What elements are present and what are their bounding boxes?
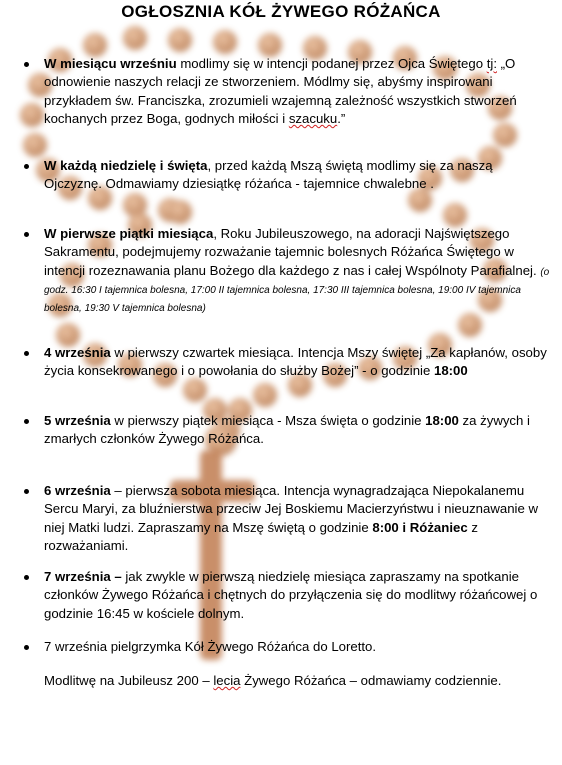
list-item: W miesiącu wrześniu modlimy się w intencji podanej przez Ojca Świętego tj: „O odnowienie naszych relacji ze stworzeniem. Módlmy się, abyśmy inspirowani przykładem św. Franciszka, zrozumieli wzajemną zależność wszystkich stworzeń kochanych przez Boga, godnych miłości i szacuku.” <box>44 55 552 128</box>
list-item: 7 września pielgrzymka Kół Żywego Różańca do Loretto. <box>44 638 552 656</box>
bullet <box>24 575 29 580</box>
rosary-bead <box>20 103 44 127</box>
rosary-bead <box>123 26 147 50</box>
page-title: OGŁOSZNIA KÓŁ ŻYWEGO RÓŻAŃCA <box>121 2 441 21</box>
bullet <box>24 489 29 494</box>
rosary-bead <box>458 313 482 337</box>
rosary-bead <box>123 193 147 217</box>
rosary-bead <box>258 33 282 57</box>
closing-text: Modlitwę na Jubileusz 200 – lecia Żywego Różańca – odmawiamy codziennie. <box>44 673 502 688</box>
list-item: 7 września – jak zwykle w pierwszą niedzielę miesiąca zapraszamy na spotkanie członków Żywego Różańca i chętnych do przyłączenia się do modlitwy różańcowej o godzinie 16:45 w kościele dolnym. <box>44 568 552 623</box>
rosary-bead <box>168 200 192 224</box>
bullet <box>24 419 29 424</box>
bullet <box>24 164 29 169</box>
list-item: W każdą niedzielę i święta, przed każdą Mszą świętą modlimy się za naszą Ojczyznę. Odmawiamy dziesiątkę różańca - tajemnice chwalebne . <box>44 157 552 194</box>
rosary-bead <box>168 28 192 52</box>
rosary-bead <box>183 378 207 402</box>
bullet <box>24 351 29 356</box>
list-item: W pierwsze piątki miesiąca, Roku Jubileuszowego, na adoracji Najświętszego Sakramentu, podejmujemy rozważanie tajemnic bolesnych Różańca Świętego w intencji rozeznawania planu Bożego dla każdego z nas i całej Wspólnoty Parafialnej. (o godz. 16:30 I tajemnica bolesna, 17:00 II tajemnica bolesna, 17:30 III tajemnica bolesna, 19:00 IV tajemnica bolesna, 19:30 V tajemnica bolesna) <box>44 225 552 316</box>
rosary-bead <box>213 30 237 54</box>
bullet <box>24 232 29 237</box>
bullet <box>24 645 29 650</box>
list-item: 5 września w pierwszy piątek miesiąca - Msza święta o godzinie 18:00 za żywych i zmarłych członków Żywego Różańca. <box>44 412 552 449</box>
rosary-bead <box>443 203 467 227</box>
rosary-bead <box>23 133 47 157</box>
list-item: 4 września w pierwszy czwartek miesiąca. Intencja Mszy świętej „Za kapłanów, osoby życia konsekrowanego i o powołania do służby Bożej” - o godzinie 18:00 <box>44 344 552 381</box>
rosary-bead <box>83 33 107 57</box>
list-item: 6 września – pierwsza sobota miesiąca. Intencja wynagradzająca Niepokalanemu Sercu Maryi, za bluźnierstwa przeciw Jej Boskiemu Macierzyństwu i nieuznawanie w niej Matki ludzi. Zapraszamy na Mszę świętą o godzinie 8:00 i Różaniec z rozważaniami. <box>44 482 552 555</box>
bullet <box>24 62 29 67</box>
rosary-bead <box>253 383 277 407</box>
